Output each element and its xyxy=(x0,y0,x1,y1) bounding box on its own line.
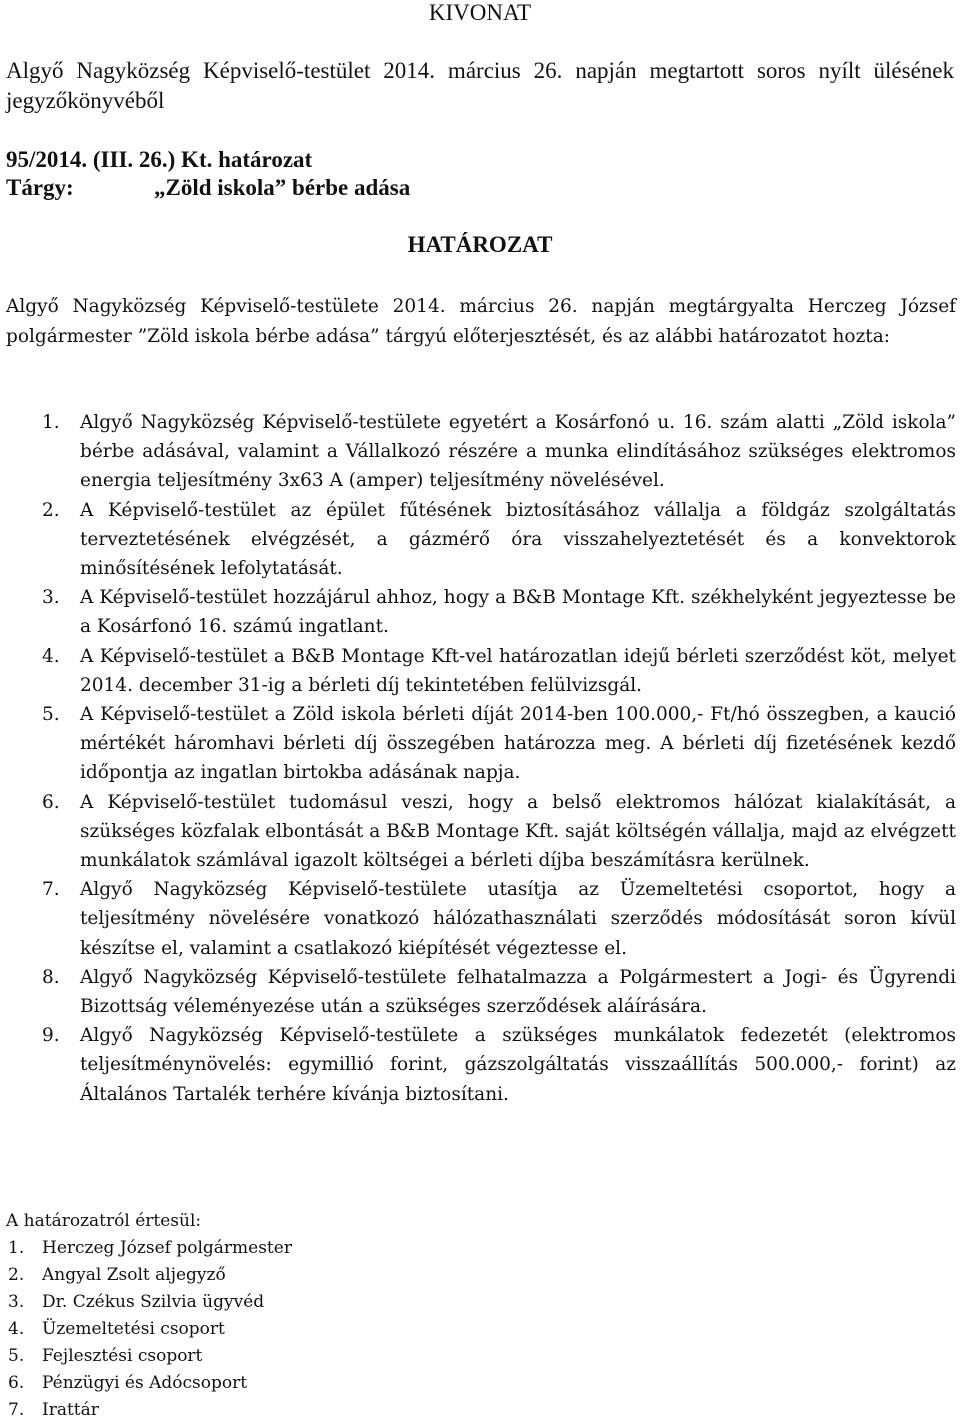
decision-item xyxy=(6,496,956,584)
recipient-number: 6. xyxy=(8,1373,25,1393)
document-title: KIVONAT xyxy=(428,0,532,25)
recipient-name: Üzemeltetési csoport xyxy=(42,1319,225,1339)
notification-block xyxy=(6,1207,606,1424)
recipient-number: 4. xyxy=(8,1319,25,1339)
decision-item-number: 4. xyxy=(42,645,60,667)
decision-item xyxy=(6,788,956,876)
recipient-item xyxy=(6,1343,606,1370)
recipient-number: 3. xyxy=(8,1292,25,1312)
decision-item xyxy=(6,700,956,788)
decision-item-text: Algyő Nagyközség Képviselő-testülete utasítja az Üzemeltetési csoportot, hogy a teljesítmény növelésére vonatkozó hálózathasználati szerződés módosítását soron kívül készítse el, valamint a csatlakozó kiépítését végeztesse el. xyxy=(80,879,956,959)
recipient-number: 5. xyxy=(8,1346,25,1366)
notification-title: A határozatról értesül: xyxy=(6,1211,202,1231)
decision-intro-text: Algyő Nagyközség Képviselő-testülete 2014. március 26. napján megtárgyalta Herczeg József polgármester ”Zöld iskola bérbe adása” tárgyú előterjesztését, és az alábbi határozatot hozta: xyxy=(6,296,956,347)
decision-item xyxy=(6,583,956,641)
subject-row xyxy=(6,174,954,202)
decision-item-number: 8. xyxy=(42,966,60,988)
recipient-name: Angyal Zsolt aljegyző xyxy=(42,1265,226,1285)
subject-label: Tárgy: xyxy=(6,175,74,200)
decision-item xyxy=(6,875,956,963)
decision-item xyxy=(6,408,956,496)
recipient-item xyxy=(6,1262,606,1289)
subject-value: „Zöld iskola” bérbe adása xyxy=(154,175,411,200)
decision-item-number: 6. xyxy=(42,791,60,813)
decision-item-text: A Képviselő-testület a Zöld iskola bérleti díját 2014-ben 100.000,- Ft/hó összegben, a kaució mértékét háromhavi bérleti díj összegében határozza meg. A bérleti díj fizetésének kezdő időpontja az ingatlan birtokba adásának napja. xyxy=(80,704,956,784)
recipient-number: 2. xyxy=(8,1265,25,1285)
decision-item xyxy=(6,1021,956,1109)
decision-item-text: A Képviselő-testület a B&B Montage Kft-vel határozatlan idejű bérleti szerződést köt, melyet 2014. december 31-ig a bérleti díj tekintetében felülvizsgál. xyxy=(80,645,956,696)
minutes-intro: Algyő Nagyközség Képviselő-testület 2014. március 26. napján megtartott soros nyílt ülésének jegyzőkönyvéből xyxy=(6,58,954,113)
decision-item-number: 9. xyxy=(42,1025,60,1047)
decision-item xyxy=(6,963,956,1021)
decision-intro xyxy=(6,292,956,352)
decision-item-text: Algyő Nagyközség Képviselő-testülete egyetért a Kosárfonó u. 16. szám alatti „Zöld iskola” bérbe adásával, valamint a Vállalkozó részére a munka elindításához szükséges elektromos energia teljesítmény 3x63 A (amper) teljesítmény növelésével. xyxy=(80,412,956,492)
decision-item-number: 1. xyxy=(42,412,60,433)
decision-item-text: A Képviselő-testület tudomásul veszi, hogy a belső elektromos hálózat kialakítását, a szükséges közfalak elbontását a B&B Montage Kft. saját költségén vállalja, majd az elvégzett munkálatok számlával igazolt költségei a bérleti díjba beszámításra kerülnek. xyxy=(80,791,956,872)
recipient-item xyxy=(6,1289,606,1316)
recipient-name: Dr. Czékus Szilvia ügyvéd xyxy=(42,1292,265,1312)
decision-items-list xyxy=(6,408,956,1109)
decision-heading: HATÁROZAT xyxy=(407,232,553,257)
decision-item-number: 7. xyxy=(42,879,60,901)
recipient-item xyxy=(6,1235,606,1262)
resolution-number: 95/2014. (III. 26.) Kt. határozat xyxy=(6,147,313,172)
recipients-list xyxy=(6,1235,606,1424)
resolution-reference-block xyxy=(6,146,954,202)
recipient-item xyxy=(6,1316,606,1343)
recipient-name: Fejlesztési csoport xyxy=(42,1346,203,1366)
decision-item-text: Algyő Nagyközség Képviselő-testülete a szükséges munkálatok fedezetét (elektromos teljesítménynövelés: egymillió forint, gázszolgáltatás visszaállítás 500.000,- forint) az Általános Tartalék terhére kívánja biztosítani. xyxy=(80,1025,956,1105)
recipient-item xyxy=(6,1370,606,1397)
recipient-name: Herczeg József polgármester xyxy=(42,1238,292,1258)
decision-item-text: A Képviselő-testület az épület fűtésének biztosításához vállalja a földgáz szolgáltatás terveztetésének elvégzését, a gázmérő óra visszahelyeztetését és a konvektorok minősítésének lefolytatását. xyxy=(80,499,956,580)
decision-item-number: 5. xyxy=(42,704,60,726)
decision-item-text: A Képviselő-testület hozzájárul ahhoz, hogy a B&B Montage Kft. székhelyként jegyeztesse be a Kosárfonó 16. számú ingatlant. xyxy=(80,587,956,638)
decision-item-number: 3. xyxy=(42,587,60,609)
recipient-name: Pénzügyi és Adócsoport xyxy=(42,1373,248,1393)
decision-item-text: Algyő Nagyközség Képviselő-testülete felhatalmazza a Polgármestert a Jogi- és Ügyrendi Bizottság véleményezése után a szükséges szerződések aláírására. xyxy=(80,966,956,1018)
recipient-number: 1. xyxy=(8,1238,25,1258)
decision-item xyxy=(6,642,956,700)
recipient-name: Irattár xyxy=(42,1400,99,1420)
decision-item-number: 2. xyxy=(42,499,60,521)
recipient-number: 7. xyxy=(8,1400,25,1420)
